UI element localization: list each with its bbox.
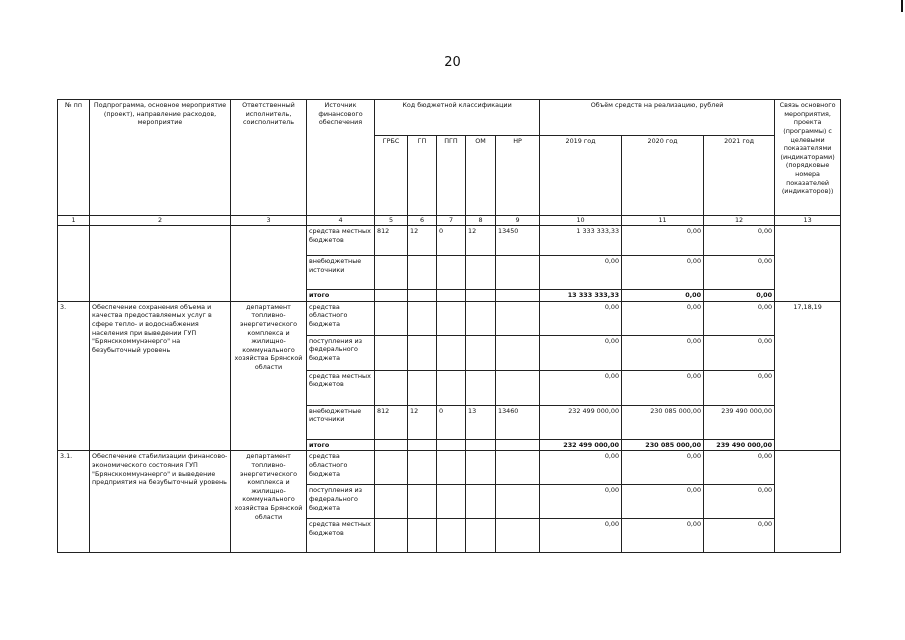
total-2019: 232 499 000,00 <box>540 439 622 451</box>
cell-empty <box>496 439 540 451</box>
value-2020: 0,00 <box>622 335 704 370</box>
header-year-2019: 2019 год <box>540 136 622 216</box>
header-pgp: ПГП <box>437 136 466 216</box>
cell-empty <box>496 485 540 519</box>
value-2019: 0,00 <box>540 519 622 553</box>
cell-empty <box>496 519 540 553</box>
cell-empty <box>375 439 408 451</box>
header-gp: ГП <box>408 136 437 216</box>
indicator-link: 17,18,19 <box>775 301 841 451</box>
grbs-cell <box>375 335 408 370</box>
pgp-cell: 0 <box>437 405 466 439</box>
gp-cell: 12 <box>408 226 437 256</box>
cell-empty <box>437 439 466 451</box>
grbs-cell <box>375 370 408 405</box>
gp-cell <box>408 370 437 405</box>
col-number: 13 <box>775 216 841 226</box>
cell-empty <box>496 451 540 485</box>
total-label: итого <box>307 439 375 451</box>
value-2019: 232 499 000,00 <box>540 405 622 439</box>
total-2021: 239 490 000,00 <box>704 439 775 451</box>
total-2021: 0,00 <box>704 290 775 302</box>
value-2021: 0,00 <box>704 370 775 405</box>
item-name: Обеспечение стабилизации финансово-экономического состояния ГУП "Брянсккоммунэнерго" и выведение предприятия на безубыточный уровень <box>90 451 231 553</box>
cell-empty <box>408 451 437 485</box>
col-number: 1 <box>58 216 90 226</box>
header-responsible: Ответственный исполнитель, соисполнитель <box>231 100 307 216</box>
value-2020: 0,00 <box>622 451 704 485</box>
cell-empty <box>466 519 496 553</box>
value-2019: 0,00 <box>540 451 622 485</box>
total-2020: 230 085 000,00 <box>622 439 704 451</box>
item-number: 3.1. <box>58 451 90 553</box>
cell-empty <box>466 439 496 451</box>
col-number: 11 <box>622 216 704 226</box>
value-2021: 0,00 <box>704 485 775 519</box>
cell-empty <box>437 290 466 302</box>
source-cell: средства местных бюджетов <box>307 226 375 256</box>
value-2020: 0,00 <box>622 370 704 405</box>
budget-table <box>57 99 841 553</box>
total-label: итого <box>307 290 375 302</box>
value-2020: 0,00 <box>622 519 704 553</box>
om-cell <box>466 370 496 405</box>
gp-cell: 12 <box>408 405 437 439</box>
cell-empty <box>496 290 540 302</box>
header-om: ОМ <box>466 136 496 216</box>
om-cell <box>466 256 496 290</box>
header-nr: НР <box>496 136 540 216</box>
source-cell: поступления из федерального бюджета <box>307 335 375 370</box>
pgp-cell <box>437 370 466 405</box>
om-cell <box>466 301 496 335</box>
header-grbs: ГРБС <box>375 136 408 216</box>
col-number: 7 <box>437 216 466 226</box>
cell-empty <box>58 226 90 302</box>
value-2021: 0,00 <box>704 256 775 290</box>
pgp-cell <box>437 335 466 370</box>
nr-cell <box>496 370 540 405</box>
nr-cell <box>496 301 540 335</box>
cell-empty <box>466 290 496 302</box>
table-row <box>58 226 841 256</box>
cell-empty <box>408 519 437 553</box>
total-2020: 0,00 <box>622 290 704 302</box>
header-volume: Объём средств на реализацию, рублей <box>540 100 775 136</box>
header-year-2021: 2021 год <box>704 136 775 216</box>
page-number: 20 <box>444 55 461 70</box>
nr-cell <box>496 335 540 370</box>
source-cell: внебюджетные источники <box>307 405 375 439</box>
om-cell: 12 <box>466 226 496 256</box>
header-row <box>58 100 841 136</box>
col-number: 9 <box>496 216 540 226</box>
source-cell: средства областного бюджета <box>307 301 375 335</box>
col-number: 6 <box>408 216 437 226</box>
cell-empty <box>375 290 408 302</box>
header-no: № пп <box>58 100 90 216</box>
value-2019: 0,00 <box>540 485 622 519</box>
col-number: 4 <box>307 216 375 226</box>
total-2019: 13 333 333,33 <box>540 290 622 302</box>
col-number: 5 <box>375 216 408 226</box>
cell-empty <box>90 226 231 302</box>
pgp-cell: 0 <box>437 226 466 256</box>
nr-cell: 13450 <box>496 226 540 256</box>
col-number: 3 <box>231 216 307 226</box>
grbs-cell: 812 <box>375 405 408 439</box>
pgp-cell <box>437 301 466 335</box>
cell-empty <box>437 519 466 553</box>
header-budget-code: Код бюджетной классификации <box>375 100 540 136</box>
cell-empty <box>437 485 466 519</box>
grbs-cell <box>375 301 408 335</box>
header-source: Источник финансового обеспечения <box>307 100 375 216</box>
gp-cell <box>408 301 437 335</box>
col-number: 10 <box>540 216 622 226</box>
value-2021: 0,00 <box>704 335 775 370</box>
value-2020: 0,00 <box>622 226 704 256</box>
value-2019: 1 333 333,33 <box>540 226 622 256</box>
grbs-cell: 812 <box>375 226 408 256</box>
table-row <box>58 301 841 335</box>
header-year-2020: 2020 год <box>622 136 704 216</box>
cell-empty <box>375 451 408 485</box>
value-2020: 0,00 <box>622 256 704 290</box>
column-number-row <box>58 216 841 226</box>
source-cell: средства местных бюджетов <box>307 370 375 405</box>
value-2019: 0,00 <box>540 256 622 290</box>
source-cell: средства местных бюджетов <box>307 519 375 553</box>
nr-cell: 13460 <box>496 405 540 439</box>
cell-empty <box>375 485 408 519</box>
cell-empty <box>408 290 437 302</box>
value-2020: 0,00 <box>622 485 704 519</box>
value-2020: 230 085 000,00 <box>622 405 704 439</box>
edge-mark <box>901 0 903 12</box>
item-name: Обеспечение сохранения объема и качества предоставляемых услуг в сфере тепло- и водоснабжения населения при выведении ГУП "Брянсккоммунэнерго" на безубыточный уровень <box>90 301 231 451</box>
value-2020: 0,00 <box>622 301 704 335</box>
source-cell: внебюджетные источники <box>307 256 375 290</box>
cell-empty <box>775 451 841 553</box>
col-number: 8 <box>466 216 496 226</box>
header-link: Связь основного мероприятия, проекта (программы) с целевыми показателями (индикаторами) (порядковые номера показателей (индикаторов)) <box>775 100 841 216</box>
nr-cell <box>496 256 540 290</box>
value-2021: 239 490 000,00 <box>704 405 775 439</box>
value-2021: 0,00 <box>704 226 775 256</box>
gp-cell <box>408 335 437 370</box>
table-row <box>58 451 841 485</box>
cell-empty <box>408 485 437 519</box>
cell-empty <box>775 226 841 302</box>
item-responsible: департамент топливно-энергетического комплекса и жилищно-коммунального хозяйства Брянской области <box>231 451 307 553</box>
value-2019: 0,00 <box>540 370 622 405</box>
value-2019: 0,00 <box>540 335 622 370</box>
grbs-cell <box>375 256 408 290</box>
source-cell: поступления из федерального бюджета <box>307 485 375 519</box>
item-number: 3. <box>58 301 90 451</box>
value-2021: 0,00 <box>704 451 775 485</box>
cell-empty <box>437 451 466 485</box>
item-responsible: департамент топливно-энергетического комплекса и жилищно-коммунального хозяйства Брянской области <box>231 301 307 451</box>
col-number: 2 <box>90 216 231 226</box>
om-cell <box>466 335 496 370</box>
cell-empty <box>231 226 307 302</box>
cell-empty <box>466 485 496 519</box>
col-number: 12 <box>704 216 775 226</box>
value-2021: 0,00 <box>704 519 775 553</box>
header-program: Подпрограмма, основное мероприятие (проект), направление расходов, мероприятие <box>90 100 231 216</box>
pgp-cell <box>437 256 466 290</box>
source-cell: средства областного бюджета <box>307 451 375 485</box>
value-2021: 0,00 <box>704 301 775 335</box>
cell-empty <box>466 451 496 485</box>
cell-empty <box>375 519 408 553</box>
gp-cell <box>408 256 437 290</box>
cell-empty <box>408 439 437 451</box>
om-cell: 13 <box>466 405 496 439</box>
value-2019: 0,00 <box>540 301 622 335</box>
